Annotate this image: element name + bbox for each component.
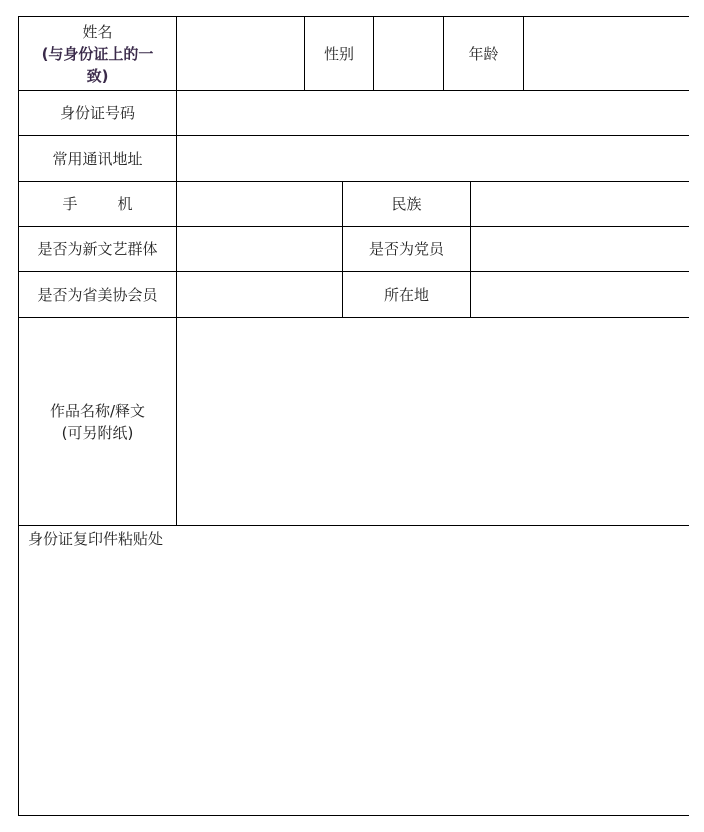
name-label-cell [19, 17, 176, 90]
registration-form [18, 16, 689, 816]
gender-field[interactable] [374, 17, 443, 90]
phone-field[interactable] [177, 182, 342, 226]
name-label: 姓名 [82, 22, 113, 41]
location-field[interactable] [471, 272, 689, 317]
age-label: 年龄 [468, 44, 499, 63]
name-note-line1: (与身份证上的一 [41, 44, 154, 63]
ethnicity-label: 民族 [391, 195, 422, 213]
art-group-field[interactable] [177, 227, 342, 271]
phone-label-right: 机 [117, 195, 133, 213]
ethnicity-field[interactable] [471, 182, 689, 226]
id-number-field[interactable] [177, 91, 689, 135]
border-bottom [18, 815, 689, 816]
association-field[interactable] [177, 272, 342, 317]
address-field[interactable] [177, 136, 689, 181]
name-note-line2: 致) [86, 66, 109, 85]
id-copy-area[interactable] [19, 552, 689, 815]
party-member-label: 是否为党员 [368, 240, 444, 258]
gender-label: 性别 [323, 44, 354, 63]
work-title-note: (可另附纸) [61, 423, 134, 442]
art-group-label: 是否为新文艺群体 [37, 240, 158, 258]
id-copy-label: 身份证复印件粘贴处 [28, 530, 164, 548]
work-title-field[interactable] [177, 318, 689, 525]
party-member-field[interactable] [471, 227, 689, 271]
phone-label [19, 182, 176, 226]
location-label: 所在地 [383, 285, 429, 304]
phone-label-left: 手 [62, 195, 78, 213]
id-number-label: 身份证号码 [59, 104, 135, 122]
address-label: 常用通讯地址 [52, 149, 143, 168]
age-field[interactable] [524, 17, 689, 90]
association-label: 是否为省美协会员 [37, 285, 158, 304]
work-title-label: 作品名称/释文 [49, 401, 146, 420]
name-field[interactable] [177, 17, 304, 90]
work-title-label-cell [19, 318, 176, 525]
